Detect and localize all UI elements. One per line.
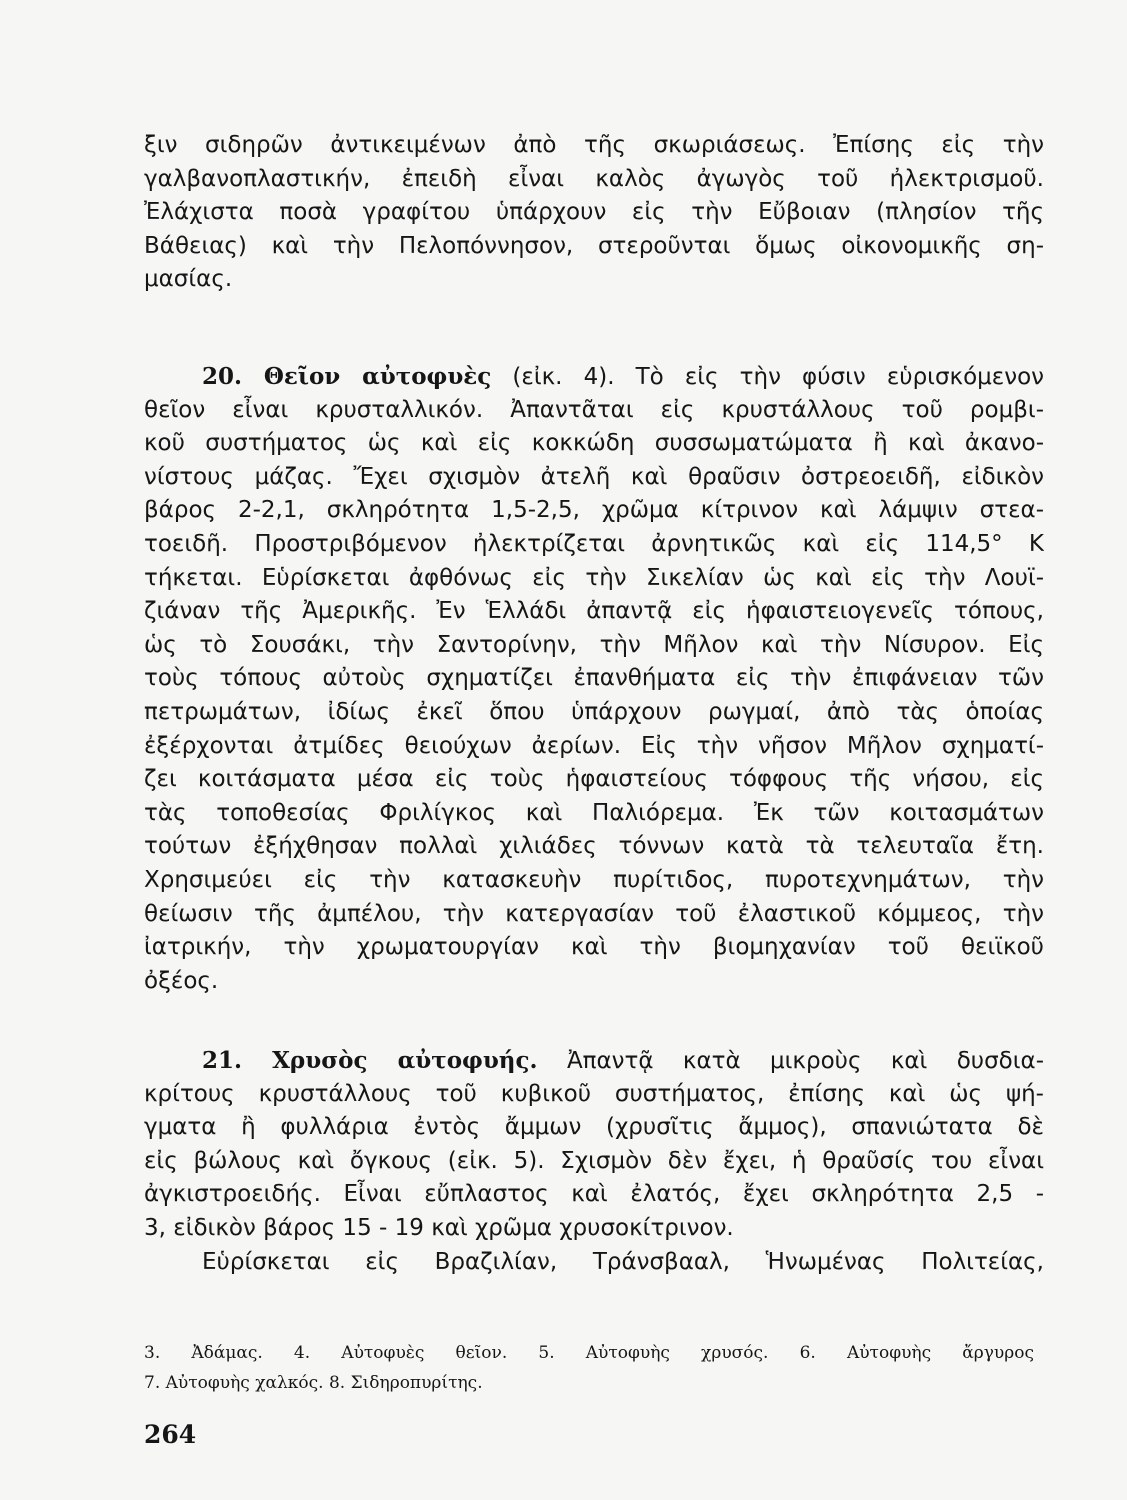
section-20-first-line-text: (εἰκ. 4). Τὸ εἰς τὴν φύσιν εὑρισκόμενον [512,364,1044,390]
text-line: τοὺς τόπους αὐτοὺς σχηματίζει ἐπανθήματα εἰς τὴν ἐπιφάνειαν τῶν [144,665,1044,692]
text-line: Χρησιμεύει εἰς τὴν κατασκευὴν πυρίτιδος, πυροτεχνημάτων, τὴν [144,866,1044,893]
section-21-heading: 21. Χρυσὸς αὐτοφυής. [202,1047,538,1074]
text-line: Βάθειας) καὶ τὴν Πελοπόννησον, στεροῦνται ὅμως οἰκονομικῆς ση- [144,232,1044,259]
text-line: 3, εἰδικὸν βάρος 15 - 19 καὶ χρῶμα χρυσοκίτρινον. [144,1214,734,1241]
text-line: πετρωμάτων, ἰδίως ἐκεῖ ὅπου ὑπάρχουν ρωγμαί, ἀπὸ τὰς ὁποίας [144,698,1044,725]
text-line: ζει κοιτάσματα μέσα εἰς τοὺς ἡφαιστείους τόφφους τῆς νήσου, εἰς [144,766,1044,793]
text-line: τούτων ἐξήχθησαν πολλαὶ χιλιάδες τόννων κατὰ τὰ τελευταῖα ἔτη. [144,833,1044,860]
intro-paragraph [144,129,1044,297]
text-line: νίστους μάζας. Ἔχει σχισμὸν ἀτελῆ καὶ θραῦσιν ὀστρεοειδῆ, εἰδικὸν [144,463,1044,490]
section-20 [144,360,1044,998]
text-line: ὀξέος. [144,967,219,994]
section-20-heading: 20. Θεῖον αὐτοφυὲς [202,363,492,390]
text-line: εἰς βώλους καὶ ὄγκους (εἰκ. 5). Σχισμὸν δὲν ἔχει, ἡ θραῦσίς του εἶναι [144,1147,1044,1174]
text-line: κρίτους κρυστάλλους τοῦ κυβικοῦ συστήματος, ἐπίσης καὶ ὡς ψή- [144,1080,1044,1107]
text-line: ὡς τὸ Σουσάκι, τὴν Σαντορίνην, τὴν Μῆλον καὶ τὴν Νίσυρον. Εἰς [144,631,1044,658]
footnotes [144,1338,1034,1398]
text-line: κοῦ συστήματος ὡς καὶ εἰς κοκκώδη συσσωματώματα ἢ καὶ ἀκανο- [144,430,1044,457]
text-line: γαλβανοπλαστικήν, ἐπειδὴ εἶναι καλὸς ἀγωγὸς τοῦ ἠλεκτρισμοῦ. [144,165,1044,192]
text-line: ζιάναν τῆς Ἀμερικῆς. Ἐν Ἑλλάδι ἀπαντᾷ εἰς ἡφαιστειογενεῖς τόπους, [144,598,1044,625]
section-21 [144,1044,1044,1279]
page-number: 264 [144,1420,197,1449]
footnote-line: 7. Αὐτοφυὴς χαλκός. 8. Σιδηροπυρίτης. [144,1373,483,1393]
text-line: τὰς τοποθεσίας Φριλίγκος καὶ Παλιόρεμα. Ἐκ τῶν κοιτασμάτων [144,799,1044,826]
section-21-first-line-text: Ἀπαντᾷ κατὰ μικροὺς καὶ δυσδια- [566,1048,1044,1074]
section-21-first-line [144,1044,1044,1078]
text-line: ἀγκιστροειδής. Εἶναι εὔπλαστος καὶ ἐλατός, ἔχει σκληρότητα 2,5 - [144,1181,1044,1208]
footnote-line: 3. Ἀδάμας. 4. Αὐτοφυὲς θεῖον. 5. Αὐτοφυὴς χρυσός. 6. Αὐτοφυὴς ἄργυρος [144,1343,1034,1363]
text-line: ἰατρικήν, τὴν χρωματουργίαν καὶ τὴν βιομηχανίαν τοῦ θειϊκοῦ [144,934,1044,961]
text-line: θείωσιν τῆς ἀμπέλου, τὴν κατεργασίαν τοῦ ἐλαστικοῦ κόμμεος, τὴν [144,900,1044,927]
text-line: μασίας. [144,266,233,293]
text-line: ἐξέρχονται ἀτμίδες θειούχων ἀερίων. Εἰς τὴν νῆσον Μῆλον σχηματί- [144,732,1044,759]
text-line: γματα ἢ φυλλάρια ἐντὸς ἄμμων (χρυσῖτις ἄμμος), σπανιώτατα δὲ [144,1114,1044,1141]
text-line: Ἐλάχιστα ποσὰ γραφίτου ὑπάρχουν εἰς τὴν Εὔβοιαν (πλησίον τῆς [144,199,1044,226]
text-line: θεῖον εἶναι κρυσταλλικόν. Ἀπαντᾶται εἰς κρυστάλλους τοῦ ρομβι- [144,396,1044,423]
text-line: ξιν σιδηρῶν ἀντικειμένων ἀπὸ τῆς σκωριάσεως. Ἐπίσης εἰς τὴν [144,132,1044,158]
section-20-first-line [144,360,1044,394]
text-line: τοειδῆ. Προστριβόμενον ἠλεκτρίζεται ἀρνητικῶς καὶ εἰς 114,5° Κ [144,530,1044,557]
text-line: Εὑρίσκεται εἰς Βραζιλίαν, Τράνσβααλ, Ἡνωμένας Πολιτείας, [202,1248,1044,1275]
text-line: βάρος 2-2,1, σκληρότητα 1,5-2,5, χρῶμα κίτρινον καὶ λάμψιν στεα- [144,497,1044,524]
text-line: τήκεται. Εὑρίσκεται ἀφθόνως εἰς τὴν Σικελίαν ὡς καὶ εἰς τὴν Λουϊ- [144,564,1044,591]
